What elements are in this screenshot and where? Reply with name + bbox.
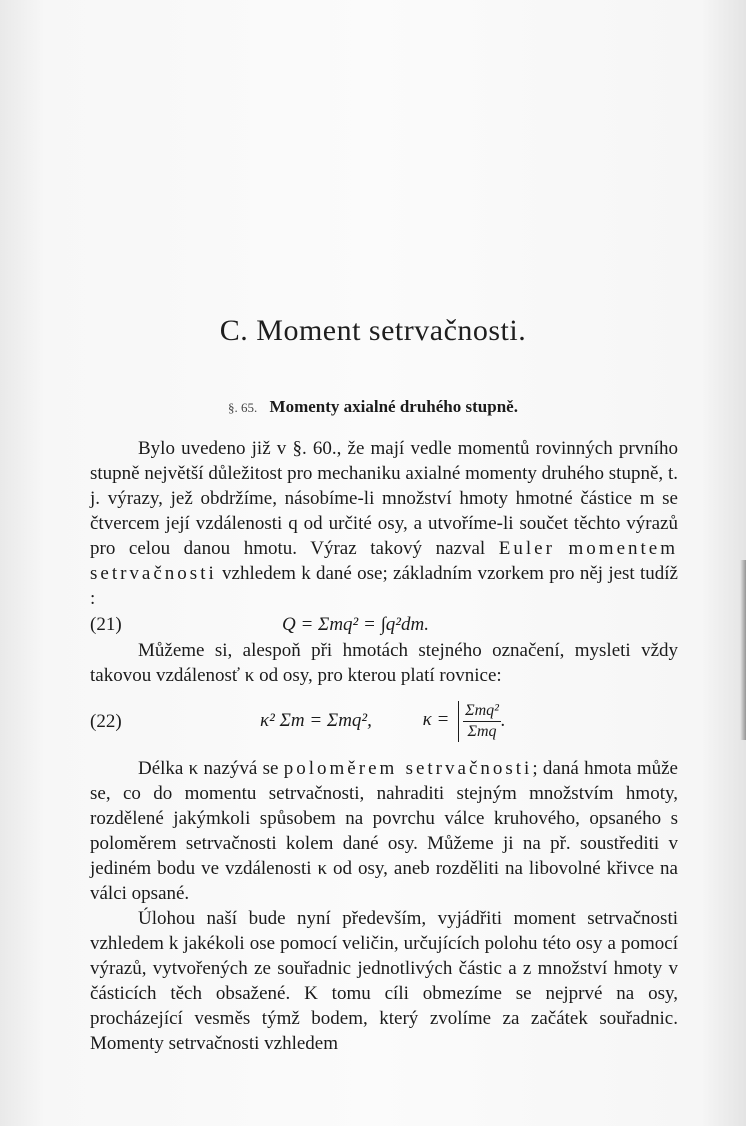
- equation-21-label: (21): [90, 614, 122, 635]
- equation-21: [90, 611, 678, 638]
- sqrt-fraction: [458, 701, 501, 742]
- equation-22-left: κ² Σm = Σmq²,: [260, 709, 372, 731]
- equation-22-expression: [150, 701, 678, 742]
- term-moment: momentem setrvačnosti: [90, 538, 679, 584]
- author-name: Euler: [498, 538, 555, 559]
- paragraph-heading: [0, 397, 746, 417]
- paragraph-1-text-a: Bylo uvedeno již v §. 60., že mají vedle momentů rovinných prvního stupně největší důležitost pro mechaniku axialné momenty druhého stupně, t. j. výrazy, jež obdržíme, násobíme-li množství hmoty hmotné částice m se čtvercem její vzdálenosti q od určité osy, a utvoříme-li součet těchto výrazů pro celou danou hmotu. Výraz takový nazval: [90, 438, 678, 559]
- equation-22-kappa: κ =: [422, 709, 450, 731]
- paragraph-number: §. 65.: [228, 400, 258, 415]
- equation-22: [90, 692, 678, 750]
- paragraph-3-text-b: ; daná hmota může se, co do momentu setrvačnosti, nahraditi stejným množstvím hmoty, rozdělené jakýmkoli spůsobem na povrchu válce kruhového, opsaného s poloměrem setrvačnosti kolem dané osy. Můžeme ji na př. soustřediti v jediném bodu ve vzdálenosti κ od osy, aneb rozděliti na libovolné křivce na válci opsané.: [90, 758, 678, 904]
- fraction-numerator: Σmq²: [463, 701, 501, 722]
- paragraph-3-text-a: Délka κ nazývá se: [138, 758, 284, 779]
- equation-22-label: (22): [90, 710, 122, 732]
- paragraph-1-text-b: vzhledem k dané ose; základním vzorkem pro něj jest tudíž :: [90, 563, 678, 609]
- equation-21-expression: Q = Σmq² = ∫q²dm.: [282, 614, 429, 635]
- section-title: C. Moment setrvačnosti.: [219, 314, 527, 347]
- paragraph-2: Můžeme si, alespoň při hmotách stejného označení, mysleti vždy takovou vzdálenosť κ od osy, pro kterou platí rovnice:: [90, 640, 678, 686]
- body-text: [90, 436, 678, 1056]
- page-edge-shadow: [740, 560, 746, 740]
- paragraph-4: Úlohou naší bude nyní především, vyjádřiti moment setrvačnosti vzhledem k jakékoli ose pomocí veličin, určujících polohu této osy a pomocí výrazů, vytvořených ze souřadnic jednotlivých částic a z množství hmoty v částicích těch obsažené. K tomu cíli obmezíme se nejprvé na osy, procházející vesměs týmž bodem, který zvolíme za začátek souřadnic. Momenty setrvačnosti vzhledem: [90, 908, 678, 1054]
- term-radius: poloměrem setrvačnosti: [283, 758, 533, 779]
- paragraph-1: [90, 436, 678, 611]
- fraction-denominator: Σmq: [467, 722, 497, 740]
- equation-22-tail: .: [500, 709, 506, 731]
- paragraph-title: Momenty axialné druhého stupně.: [269, 397, 518, 416]
- paragraph-3: [90, 756, 678, 906]
